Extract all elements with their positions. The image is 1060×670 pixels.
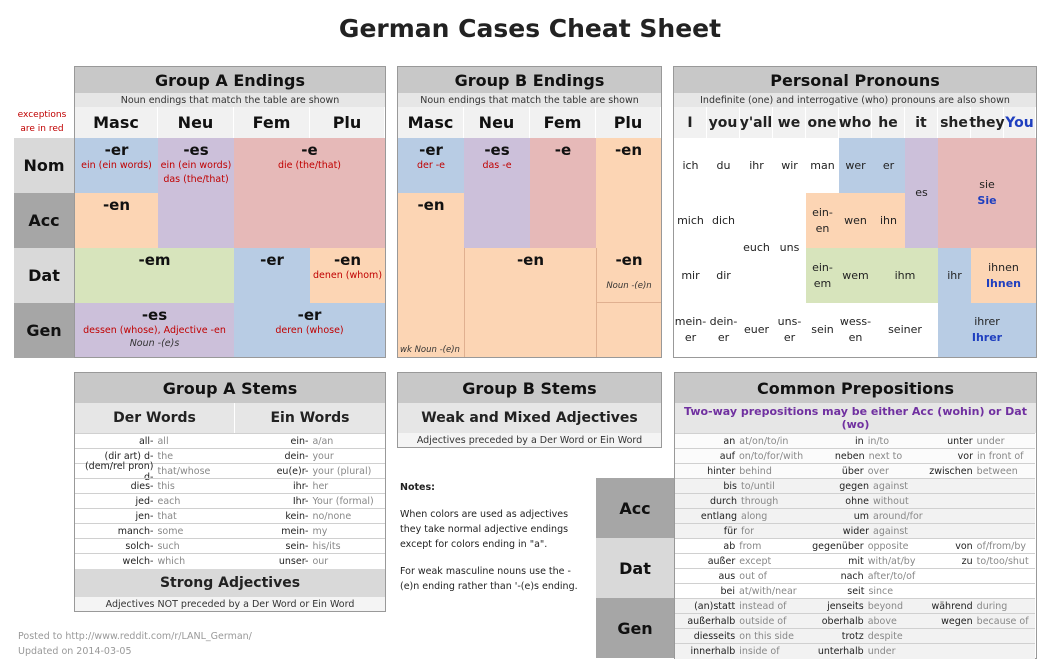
pron-sie: sie xyxy=(979,178,995,191)
exception: die (the/that) xyxy=(277,160,342,171)
prepositions-list xyxy=(675,433,1036,658)
group-b-col-plu: Plu xyxy=(596,107,661,138)
ein-word-row xyxy=(234,493,385,509)
ein-word-stem: mein- xyxy=(281,526,309,537)
ein-word-stem: ihr- xyxy=(293,481,309,492)
preposition: unterhalb xyxy=(817,646,864,657)
preposition-row xyxy=(675,613,1035,629)
preposition-row xyxy=(675,508,1035,524)
pron-nom-you: du xyxy=(716,158,731,172)
pron-acc-he: ihn xyxy=(872,193,905,248)
der-word-row xyxy=(75,433,234,449)
preposition: bis xyxy=(723,481,737,492)
preposition: von xyxy=(955,541,973,552)
ending: -en xyxy=(333,251,362,269)
ein-word-row xyxy=(234,463,385,479)
der-word-row xyxy=(75,493,234,509)
pronoun-header-1: you xyxy=(707,107,740,138)
preposition: ab xyxy=(723,541,736,552)
pron-dat-one: ein-em xyxy=(806,248,839,303)
ein-word-row xyxy=(234,433,385,449)
note: Noun -(e)n xyxy=(606,281,652,291)
der-word-stem: solch- xyxy=(125,541,154,552)
group-a-stems-title: Group A Stems xyxy=(75,373,385,403)
preposition-meaning: inside of xyxy=(739,646,780,657)
group-b-endings-panel xyxy=(397,66,662,358)
pron-dat-who: wem xyxy=(839,248,872,303)
exception: dessen (whose), Adjective -en xyxy=(83,325,226,336)
preposition: aus xyxy=(718,571,736,582)
ending: -en xyxy=(417,196,445,214)
notes-heading: Notes: xyxy=(400,482,435,493)
pron-nom-i: ich xyxy=(682,158,699,172)
preposition: bei xyxy=(720,586,735,597)
pron-gen-who: wess-en xyxy=(839,315,872,344)
pron-dat-i: mir xyxy=(681,268,700,282)
preposition: wegen xyxy=(941,616,973,627)
ein-word-meaning: no/none xyxy=(312,511,352,522)
exception: der -e xyxy=(416,160,446,171)
group-a-dat-plu xyxy=(310,248,385,303)
pron-nom-yall: ihr xyxy=(749,158,764,172)
preposition-meaning: at/with/near xyxy=(739,586,797,597)
preposition-meaning: after/to/of xyxy=(867,571,916,582)
ein-word-stem: ein- xyxy=(290,436,309,447)
preposition-row xyxy=(675,583,1035,599)
preposition-meaning: at/on/to/in xyxy=(739,436,789,447)
der-words-list xyxy=(75,433,234,568)
preposition-meaning: behind xyxy=(739,466,772,477)
ein-words-list xyxy=(234,433,385,568)
group-b-nom-acc-neu xyxy=(464,138,530,248)
preposition-meaning: beyond xyxy=(867,601,904,612)
der-word-meaning: which xyxy=(157,556,186,567)
group-b-stems-title: Group B Stems xyxy=(398,373,661,403)
pron-dat-they: ihnen xyxy=(988,260,1019,274)
pronoun-header-10: You xyxy=(1004,107,1036,138)
pron-gen-we: uns-er xyxy=(777,315,802,344)
pron-gen-yall: euer xyxy=(743,323,770,336)
note: wk Noun -(e)n xyxy=(400,345,460,355)
pron-gen-You: Ihrer xyxy=(971,331,1003,344)
pronouns-subtitle: Indefinite (one) and interrogative (who) pronouns are also shown xyxy=(674,93,1036,107)
ein-word-meaning: her xyxy=(312,481,329,492)
der-word-row xyxy=(75,553,234,569)
ending: -er xyxy=(260,251,284,269)
pron-Sie: Sie xyxy=(977,194,997,207)
preposition-row xyxy=(675,478,1035,494)
preposition: durch xyxy=(710,496,737,507)
pron-nom-he: er xyxy=(872,138,905,193)
pron-gen-he: seiner xyxy=(888,323,922,336)
ending: -er xyxy=(297,306,322,324)
pron-nom-who: wer xyxy=(839,138,872,193)
preposition-meaning: against xyxy=(873,481,909,492)
exception: denen (whom) xyxy=(312,270,383,281)
der-word-meaning: that xyxy=(157,511,177,522)
der-word-row xyxy=(75,538,234,554)
pron-dat-you: dir xyxy=(716,268,731,282)
ending: -en xyxy=(102,196,131,214)
ending: -e xyxy=(301,141,318,159)
ein-word-meaning: a/an xyxy=(312,436,334,447)
group-b-nom-acc-fem xyxy=(530,138,596,248)
footer xyxy=(18,629,252,659)
ending: -en xyxy=(516,251,545,269)
der-word-row xyxy=(75,508,234,524)
notes-colors: When colors are used as adjectives they take normal adjective endings except for colors ending in "a". xyxy=(400,509,569,550)
pron-gen-one: sein xyxy=(811,323,834,336)
strong-adjectives-title: Strong Adjectives xyxy=(75,569,385,597)
ein-word-meaning: your (plural) xyxy=(312,466,372,477)
pron-sie-cell xyxy=(938,138,1036,248)
group-a-subtitle: Noun endings that match the table are shown xyxy=(75,93,385,107)
weak-mixed-sub: Adjectives preceded by a Der Word or Ein Word xyxy=(398,433,661,447)
ein-word-stem: unser- xyxy=(278,556,309,567)
exception: ein (ein words) xyxy=(81,160,152,171)
preposition-meaning: with/at/by xyxy=(867,556,916,567)
preposition: ohne xyxy=(845,496,869,507)
ein-word-row xyxy=(234,508,385,524)
der-word-stem: (dir art) d- xyxy=(104,451,154,462)
preposition-row xyxy=(675,523,1035,539)
preposition: außer xyxy=(707,556,736,567)
der-word-stem: welch- xyxy=(122,556,154,567)
der-word-meaning: the xyxy=(157,451,174,462)
ending: -er xyxy=(419,141,443,159)
group-a-gen-fem-plu xyxy=(234,303,385,357)
preposition: zu xyxy=(961,556,973,567)
twoway-subtitle: Two-way prepositions may be either Acc (wohin) or Dat (wo) xyxy=(675,403,1036,433)
preposition-meaning: for xyxy=(741,526,755,537)
pron-acc-who: wen xyxy=(839,193,872,248)
ending: -es xyxy=(141,306,168,324)
der-words-title: Der Words xyxy=(75,403,234,433)
group-b-col-fem: Fem xyxy=(530,107,596,138)
preposition-row xyxy=(675,463,1035,479)
pron-gen-they-cell xyxy=(938,303,1036,357)
group-b-dat-plu xyxy=(596,248,661,303)
notes xyxy=(400,480,580,594)
preposition: auf xyxy=(719,451,735,462)
preposition: innerhalb xyxy=(690,646,736,657)
ein-word-row xyxy=(234,448,385,464)
pron-uns: uns xyxy=(779,241,800,254)
ending: -es xyxy=(484,141,510,159)
preposition: außerhalb xyxy=(687,616,736,627)
preposition: während xyxy=(931,601,973,612)
preposition: unter xyxy=(947,436,973,447)
exception: deren (whose) xyxy=(275,325,344,336)
preposition-meaning: under xyxy=(976,436,1005,447)
preposition-meaning: outside of xyxy=(739,616,787,627)
notes-weak-nouns: For weak masculine nouns use the -(e)n ending rather than '-(e)s ending. xyxy=(400,566,578,592)
footer-updated: Updated on 2014-03-05 xyxy=(18,646,132,657)
group-a-col-neu: Neu xyxy=(158,107,234,138)
ein-words-title: Ein Words xyxy=(234,403,385,433)
group-a-col-fem: Fem xyxy=(234,107,310,138)
pron-nom-one: man xyxy=(810,158,835,172)
preposition: hinter xyxy=(707,466,736,477)
preposition-meaning: through xyxy=(741,496,779,507)
preposition: diesseits xyxy=(693,631,736,642)
ending: -es xyxy=(183,141,209,159)
preposition-row xyxy=(675,628,1035,644)
preposition: neben xyxy=(834,451,865,462)
der-word-meaning: such xyxy=(157,541,180,552)
pron-acc-you: dich xyxy=(711,213,736,227)
ein-word-row xyxy=(234,478,385,494)
preposition: in xyxy=(855,436,864,447)
exception: das (the/that) xyxy=(163,174,229,185)
preposition-row xyxy=(675,643,1035,659)
group-a-title: Group A Endings xyxy=(75,67,385,93)
preposition-meaning: under xyxy=(867,646,896,657)
pron-dat-she: ihr xyxy=(938,248,971,303)
group-b-acc-dat-gen-masc xyxy=(398,193,464,357)
preposition-meaning: since xyxy=(868,586,894,597)
pronoun-header-6: he xyxy=(872,107,905,138)
preposition-row xyxy=(675,598,1035,614)
preposition: trotz xyxy=(841,631,864,642)
pronouns-title: Personal Pronouns xyxy=(674,67,1036,93)
group-a-dat-fem xyxy=(234,248,310,303)
preposition-meaning: in/to xyxy=(867,436,890,447)
ending: -e xyxy=(554,141,572,159)
pron-acc-i: mich xyxy=(677,213,704,227)
pron-gen-you: dein-er xyxy=(709,315,738,344)
der-word-meaning: some xyxy=(157,526,184,537)
preposition: gegenüber xyxy=(812,541,864,552)
preposition-meaning: despite xyxy=(867,631,903,642)
preposition-row xyxy=(675,538,1035,554)
prep-case-dat: Dat xyxy=(596,538,674,598)
prepositions-title: Common Prepositions xyxy=(675,373,1036,403)
footer-posted: Posted to http://www.reddit.com/r/LANL_German/ xyxy=(18,631,252,642)
pronoun-header-8: she xyxy=(938,107,971,138)
pron-gen-they: ihrer xyxy=(974,315,1000,328)
der-word-row xyxy=(75,523,234,539)
prep-case-acc: Acc xyxy=(596,478,674,538)
pronoun-header-9: they xyxy=(971,107,1004,138)
preposition-meaning: between xyxy=(976,466,1018,477)
der-word-meaning: each xyxy=(157,496,181,507)
ein-word-meaning: his/its xyxy=(312,541,341,552)
group-b-nom-acc-plu xyxy=(596,138,661,248)
pron-gen-i: mein-er xyxy=(674,315,707,344)
preposition-meaning: to/until xyxy=(741,481,775,492)
preposition: mit xyxy=(848,556,864,567)
pron-euch: euch xyxy=(743,241,770,254)
preposition: oberhalb xyxy=(821,616,864,627)
group-a-nom-masc xyxy=(75,138,158,193)
der-word-stem: manch- xyxy=(117,526,154,537)
group-a-endings-panel xyxy=(74,66,386,358)
case-label-gen: Gen xyxy=(14,303,74,358)
ein-word-stem: eu(e)r- xyxy=(276,466,309,477)
der-word-stem: jen- xyxy=(135,511,154,522)
der-word-row xyxy=(75,460,234,483)
preposition-meaning: above xyxy=(867,616,897,627)
pron-es: es xyxy=(905,138,938,248)
ein-word-row xyxy=(234,538,385,554)
ending: -en xyxy=(615,251,643,269)
preposition-row xyxy=(675,433,1035,449)
group-a-dat-masc-neu xyxy=(75,248,234,303)
preposition: gegen xyxy=(839,481,869,492)
preposition-meaning: to/too/shut xyxy=(976,556,1029,567)
exceptions-note: exceptions are in red xyxy=(17,110,67,134)
preposition-meaning: out of xyxy=(739,571,768,582)
ein-word-meaning: Your (formal) xyxy=(312,496,374,507)
preposition: nach xyxy=(840,571,864,582)
prepositions-panel xyxy=(674,372,1037,659)
ein-word-meaning: our xyxy=(312,556,329,567)
group-b-col-masc: Masc xyxy=(398,107,464,138)
preposition-meaning: of/from/by xyxy=(976,541,1026,552)
preposition-meaning: except xyxy=(739,556,772,567)
preposition-meaning: without xyxy=(873,496,909,507)
pronoun-header-0: I xyxy=(674,107,707,138)
prep-case-gen: Gen xyxy=(596,598,674,658)
preposition: jenseits xyxy=(827,601,864,612)
note: Noun -(e)s xyxy=(129,338,180,349)
ein-word-meaning: your xyxy=(312,451,334,462)
group-b-dat-gen-neu-fem xyxy=(464,248,596,357)
pronoun-header-5: who xyxy=(839,107,872,138)
page-title: German Cases Cheat Sheet xyxy=(338,14,722,43)
preposition-meaning: along xyxy=(741,511,768,522)
group-b-subtitle: Noun endings that match the table are shown xyxy=(398,93,661,107)
case-label-acc: Acc xyxy=(14,193,74,248)
pron-dat-they-cell xyxy=(971,248,1036,303)
preposition-meaning: over xyxy=(867,466,889,477)
pronoun-header-3: we xyxy=(773,107,806,138)
group-a-gen-masc-neu xyxy=(75,303,234,357)
preposition-meaning: from xyxy=(739,541,762,552)
preposition-row xyxy=(675,448,1035,464)
group-b-gen-plu xyxy=(596,303,661,357)
ein-word-stem: sein- xyxy=(285,541,309,552)
preposition-meaning: during xyxy=(976,601,1008,612)
group-b-col-neu: Neu xyxy=(464,107,530,138)
pronoun-header-7: it xyxy=(905,107,938,138)
der-word-meaning: this xyxy=(157,481,175,492)
case-label-dat: Dat xyxy=(14,248,74,303)
preposition-meaning: around/for xyxy=(873,511,923,522)
pronouns-header-row xyxy=(674,107,1036,138)
ending: -em xyxy=(138,251,171,269)
ein-word-row xyxy=(234,523,385,539)
der-word-stem: jed- xyxy=(135,496,154,507)
preposition-meaning: in front of xyxy=(977,451,1024,462)
pronoun-header-4: one xyxy=(806,107,839,138)
preposition: vor xyxy=(957,451,974,462)
preposition: entlang xyxy=(700,511,737,522)
personal-pronouns-panel xyxy=(673,66,1037,358)
group-a-col-plu: Plu xyxy=(310,107,385,138)
group-b-title: Group B Endings xyxy=(398,67,661,93)
preposition-row xyxy=(675,493,1035,509)
group-a-acc-masc xyxy=(75,193,158,248)
preposition-meaning: because of xyxy=(976,616,1029,627)
ein-word-stem: dein- xyxy=(284,451,309,462)
pron-dat-he: ihm xyxy=(872,248,938,303)
preposition-meaning: opposite xyxy=(867,541,909,552)
preposition-meaning: on this side xyxy=(739,631,794,642)
der-word-meaning: that/whose xyxy=(157,466,211,477)
group-b-nom-masc xyxy=(398,138,464,193)
preposition-meaning: next to xyxy=(868,451,903,462)
group-a-col-masc: Masc xyxy=(75,107,158,138)
exception: das -e xyxy=(482,160,512,171)
preposition: über xyxy=(841,466,864,477)
group-a-nom-acc-neu xyxy=(158,138,234,248)
der-word-stem: (dem/rel pron) d- xyxy=(84,460,154,483)
exception: ein (ein words) xyxy=(160,160,232,171)
preposition-row xyxy=(675,568,1035,584)
group-a-stems-panel xyxy=(74,372,386,612)
der-word-meaning: all xyxy=(157,436,169,447)
ein-word-meaning: my xyxy=(312,526,328,537)
preposition: (an)statt xyxy=(694,601,736,612)
group-b-stems-panel xyxy=(397,372,662,448)
preposition-meaning: against xyxy=(873,526,909,537)
pron-nom-we: wir xyxy=(781,158,798,172)
pron-dat-You: Ihnen xyxy=(985,276,1022,290)
preposition: für xyxy=(723,526,737,537)
ein-word-stem: kein- xyxy=(285,511,309,522)
preposition: wider xyxy=(842,526,869,537)
der-word-stem: dies- xyxy=(130,481,154,492)
preposition: an xyxy=(723,436,736,447)
preposition-meaning: on/to/for/with xyxy=(738,451,804,462)
pronoun-header-2: y'all xyxy=(740,107,773,138)
preposition: zwischen xyxy=(929,466,973,477)
strong-adjectives-sub: Adjectives NOT preceded by a Der Word or Ein Word xyxy=(75,597,385,611)
preposition-meaning: instead of xyxy=(739,601,787,612)
ein-word-stem: Ihr- xyxy=(292,496,309,507)
der-word-stem: all- xyxy=(138,436,154,447)
ein-word-row xyxy=(234,553,385,569)
weak-mixed-title: Weak and Mixed Adjectives xyxy=(398,403,661,433)
preposition: um xyxy=(853,511,869,522)
preposition-row xyxy=(675,553,1035,569)
group-a-nom-acc-fem-plu xyxy=(234,138,385,248)
ending: -er xyxy=(104,141,129,159)
preposition: seit xyxy=(847,586,865,597)
pron-acc-one: ein-en xyxy=(806,193,839,248)
case-label-nom: Nom xyxy=(14,138,74,193)
der-word-row xyxy=(75,478,234,494)
ending: -en xyxy=(614,141,643,159)
